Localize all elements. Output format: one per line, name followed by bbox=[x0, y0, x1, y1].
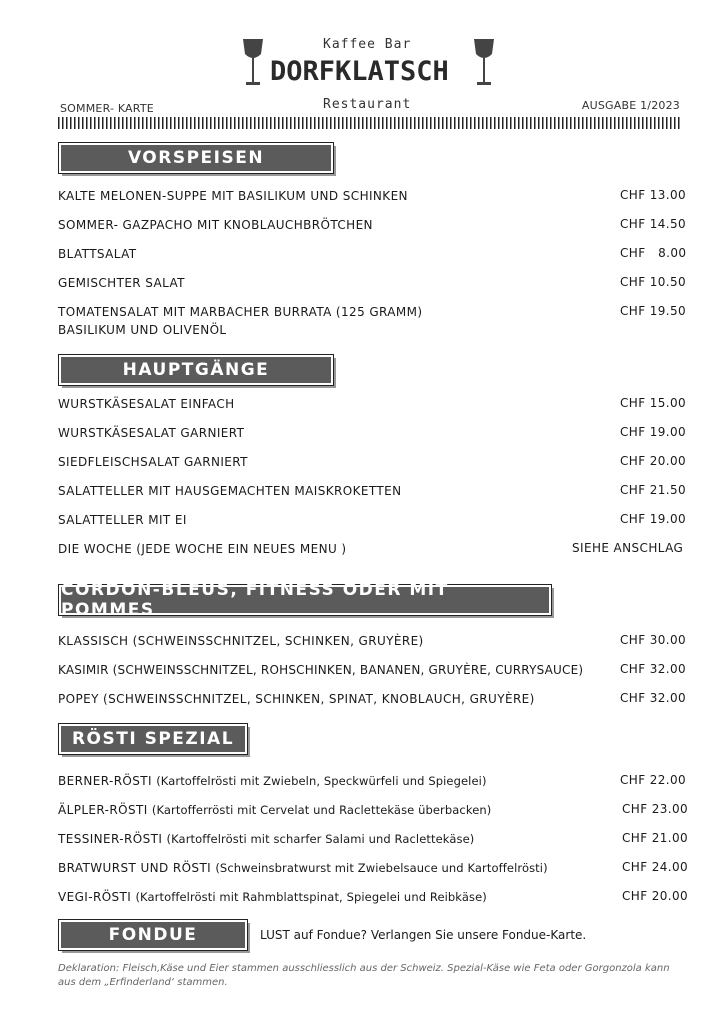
menu-item-price: CHF 13.00 bbox=[620, 188, 687, 202]
menu-item-price: CHF 19.00 bbox=[620, 425, 687, 439]
menu-item-price: CHF 22.00 bbox=[620, 773, 687, 787]
menu-item: KASIMIR (SCHWEINSSCHNITZEL, ROHSCHINKEN, BANANEN, GRUYÈRE, CURRYSAUCE) bbox=[58, 663, 584, 677]
section-header-hauptgaenge: HAUPTGÄNGE bbox=[58, 354, 334, 386]
menu-item-name: ÄLPLER-RÖSTI bbox=[58, 803, 148, 817]
menu-item-name: VEGI-RÖSTI bbox=[58, 890, 132, 904]
menu-item-price: CHF 14.50 bbox=[620, 217, 687, 231]
menu-item-price: CHF 15.00 bbox=[620, 396, 687, 410]
menu-item bbox=[58, 773, 487, 789]
menu-item-description: (Kartoffelrösti mit Rahmblattspinat, Spiegelei und Reibkäse) bbox=[135, 890, 487, 904]
menu-item: SALATTELLER MIT HAUSGEMACHTEN MAISKROKETTEN bbox=[58, 484, 402, 498]
menu-item-price: CHF 32.00 bbox=[620, 691, 687, 705]
menu-item-description: (Kartofferrösti mit Cervelat und Raclettekäse überbacken) bbox=[151, 803, 492, 817]
menu-item: BLATTSALAT bbox=[58, 247, 137, 261]
menu-item-description: (Schweinsbratwurst mit Zwiebelsauce und Kartoffelrösti) bbox=[215, 861, 548, 875]
header-divider bbox=[58, 117, 682, 129]
menu-item-price: CHF 8.00 bbox=[620, 246, 687, 260]
section-header-vorspeisen: VORSPEISEN bbox=[58, 142, 334, 174]
menu-item-line2: BASILIKUM UND OLIVENÖL bbox=[58, 323, 227, 337]
menu-item-name: BRATWURST UND RÖSTI bbox=[58, 861, 212, 875]
brand-name: DORFKLATSCH bbox=[270, 56, 449, 87]
menu-item-description: (Kartoffelrösti mit Zwiebeln, Speckwürfeli und Spiegelei) bbox=[156, 774, 487, 788]
menu-item: SIEDFLEISCHSALAT GARNIERT bbox=[58, 455, 248, 469]
menu-item: DIE WOCHE (JEDE WOCHE EIN NEUES MENU ) bbox=[58, 542, 347, 556]
menu-item-price: CHF 21.00 bbox=[622, 831, 689, 845]
menu-item: GEMISCHTER SALAT bbox=[58, 276, 185, 290]
menu-item: POPEY (SCHWEINSSCHNITZEL, SCHINKEN, SPINAT, KNOBLAUCH, GRUYÈRE) bbox=[58, 692, 535, 706]
menu-item: KALTE MELONEN-SUPPE MIT BASILIKUM UND SCHINKEN bbox=[58, 189, 408, 203]
menu-item-price: CHF 21.50 bbox=[620, 483, 687, 497]
menu-item: WURSTKÄSESALAT GARNIERT bbox=[58, 426, 245, 440]
wine-glass-right-icon bbox=[471, 38, 497, 88]
menu-item-name: BERNER-RÖSTI bbox=[58, 774, 152, 788]
menu-item: SOMMER- GAZPACHO MIT KNOBLAUCHBRÖTCHEN bbox=[58, 218, 373, 232]
declaration-footnote: Deklaration: Fleisch,Käse und Eier stammen ausschliesslich aus der Schweiz. Spezial-Käse wie Feta oder Gorgonzola kann aus dem „Erfinderland‘ stammen. bbox=[58, 963, 670, 988]
menu-item-price: CHF 10.50 bbox=[620, 275, 687, 289]
menu-item-price: CHF 19.50 bbox=[620, 304, 687, 318]
section-header-fondue: FONDUE bbox=[58, 919, 248, 951]
menu-item bbox=[58, 831, 474, 847]
section-header-cordon-bleus: CORDON-BLEUS, FITNESS ODER MIT POMMES bbox=[58, 584, 552, 616]
menu-item: WURSTKÄSESALAT EINFACH bbox=[58, 397, 235, 411]
menu-name: SOMMER- KARTE bbox=[60, 102, 154, 115]
brand-subtitle-top: Kaffee Bar bbox=[323, 37, 412, 52]
menu-item bbox=[58, 802, 491, 818]
section-header-roesti: RÖSTI SPEZIAL bbox=[58, 723, 248, 755]
fondue-note: LUST auf Fondue? Verlangen Sie unsere Fondue-Karte. bbox=[260, 928, 587, 942]
edition-label: AUSGABE 1/2023 bbox=[581, 99, 680, 112]
wine-glass-left-icon bbox=[240, 38, 266, 88]
menu-item-price: CHF 32.00 bbox=[620, 662, 687, 676]
menu-item-price: CHF 24.00 bbox=[622, 860, 689, 874]
menu-item-price: CHF 20.00 bbox=[620, 454, 687, 468]
menu-item-price: CHF 23.00 bbox=[622, 802, 689, 816]
menu-item-price: SIEHE ANSCHLAG bbox=[572, 541, 684, 555]
menu-item-price: CHF 30.00 bbox=[620, 633, 687, 647]
menu-item: SALATTELLER MIT EI bbox=[58, 513, 187, 527]
brand-subtitle-bottom: Restaurant bbox=[323, 97, 412, 112]
menu-item-name: TESSINER-RÖSTI bbox=[58, 832, 163, 846]
menu-item-price: CHF 20.00 bbox=[622, 889, 689, 903]
menu-item bbox=[58, 889, 487, 905]
menu-item-price: CHF 19.00 bbox=[620, 512, 687, 526]
menu-item: KLASSISCH (SCHWEINSSCHNITZEL, SCHINKEN, GRUYÈRE) bbox=[58, 634, 424, 648]
menu-item: TOMATENSALAT MIT MARBACHER BURRATA (125 GRAMM) bbox=[58, 305, 423, 319]
menu-item bbox=[58, 860, 548, 876]
menu-item-description: (Kartoffelrösti mit scharfer Salami und Raclettekäse) bbox=[166, 832, 475, 846]
